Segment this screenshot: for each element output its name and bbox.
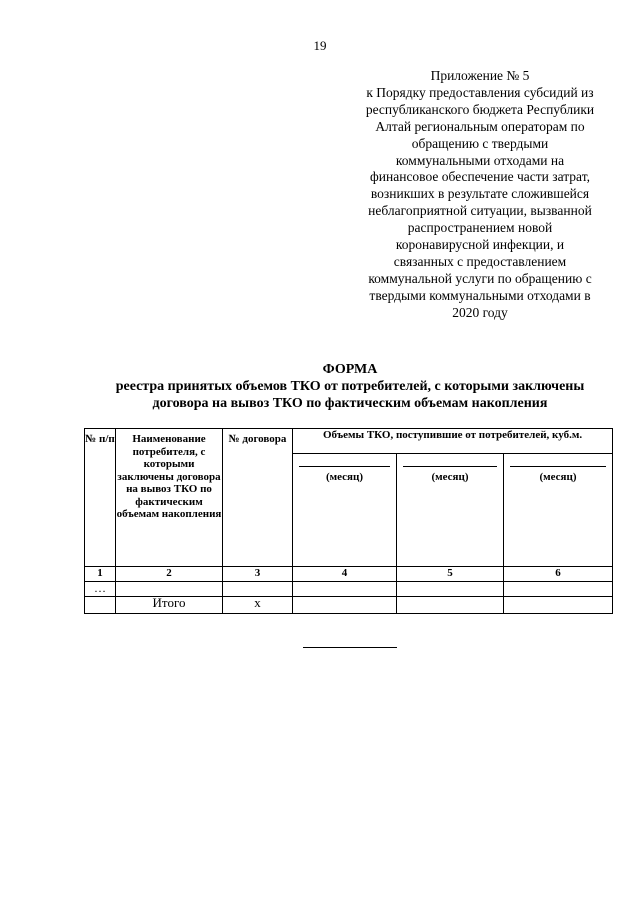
appendix-line: финансовое обеспечение части затрат,: [370, 169, 590, 185]
registry-table: [84, 428, 613, 614]
header-volumes: Объемы ТКО, поступившие от потребителей, куб.м.: [293, 429, 613, 454]
form-heading: [60, 361, 640, 412]
appendix-line: коронавирусной инфекции, и: [395, 237, 565, 253]
table-cell: [504, 597, 613, 614]
appendix-line: обращению с твердыми: [411, 135, 549, 151]
table-cell: [397, 597, 504, 614]
appendix-line: коммунальной услуги по обращению с: [368, 270, 592, 286]
month-label: (месяц): [299, 466, 390, 484]
column-index: 6: [504, 567, 613, 582]
appendix-line: Приложение № 5: [430, 68, 530, 83]
appendix-line: возникших в результате сложившейся: [370, 186, 590, 202]
total-row: [85, 597, 613, 614]
column-index: 2: [116, 567, 223, 582]
header-consumer: Наименование потребителя, с которыми заключены договора на вывоз ТКО по фактическим объемам накопления: [116, 429, 223, 567]
appendix-block: [338, 68, 622, 322]
month-column: [397, 454, 504, 567]
column-index: 1: [85, 567, 116, 582]
table-cell: [293, 582, 397, 597]
page-number: 19: [313, 38, 327, 53]
appendix-line: 2020 году: [452, 304, 508, 320]
header-contract: № договора: [223, 429, 293, 567]
appendix-line: республиканского бюджета Республики: [365, 101, 595, 117]
appendix-line: Алтай региональным операторам по: [375, 118, 585, 134]
header-num: № п/п: [85, 429, 116, 567]
appendix-line: коммунальными отходами на: [395, 152, 565, 168]
ellipsis-cell: …: [85, 582, 116, 597]
appendix-line: твердыми коммунальными отходами в: [369, 287, 591, 303]
table-cell: [85, 597, 116, 614]
column-index-row: [85, 567, 613, 582]
column-index: 3: [223, 567, 293, 582]
appendix-line: к Порядку предоставления субсидий из: [366, 84, 594, 100]
form-subtitle-line-2: договора на вывоз ТКО по фактическим объемам накопления: [152, 396, 548, 411]
appendix-line: неблагоприятной ситуации, вызванной: [368, 203, 592, 219]
form-title: ФОРМА: [322, 362, 378, 377]
form-subtitle-line-1: реестра принятых объемов ТКО от потребителей, с которыми заключены: [115, 379, 585, 394]
month-column: [293, 454, 397, 567]
table-cell: [504, 582, 613, 597]
month-column: [504, 454, 613, 567]
column-index: 5: [397, 567, 504, 582]
table-cell: [397, 582, 504, 597]
month-label: (месяц): [510, 466, 606, 484]
table-cell: [293, 597, 397, 614]
month-label: (месяц): [403, 466, 497, 484]
table-cell: [116, 582, 223, 597]
footer-divider: [303, 647, 397, 648]
appendix-line: распространением новой: [407, 220, 553, 236]
table-cell: [223, 582, 293, 597]
total-contract: х: [223, 597, 293, 614]
appendix-line: связанных с предоставлением: [393, 253, 567, 269]
column-index: 4: [293, 567, 397, 582]
table-row: [85, 582, 613, 597]
total-label: Итого: [116, 597, 223, 614]
